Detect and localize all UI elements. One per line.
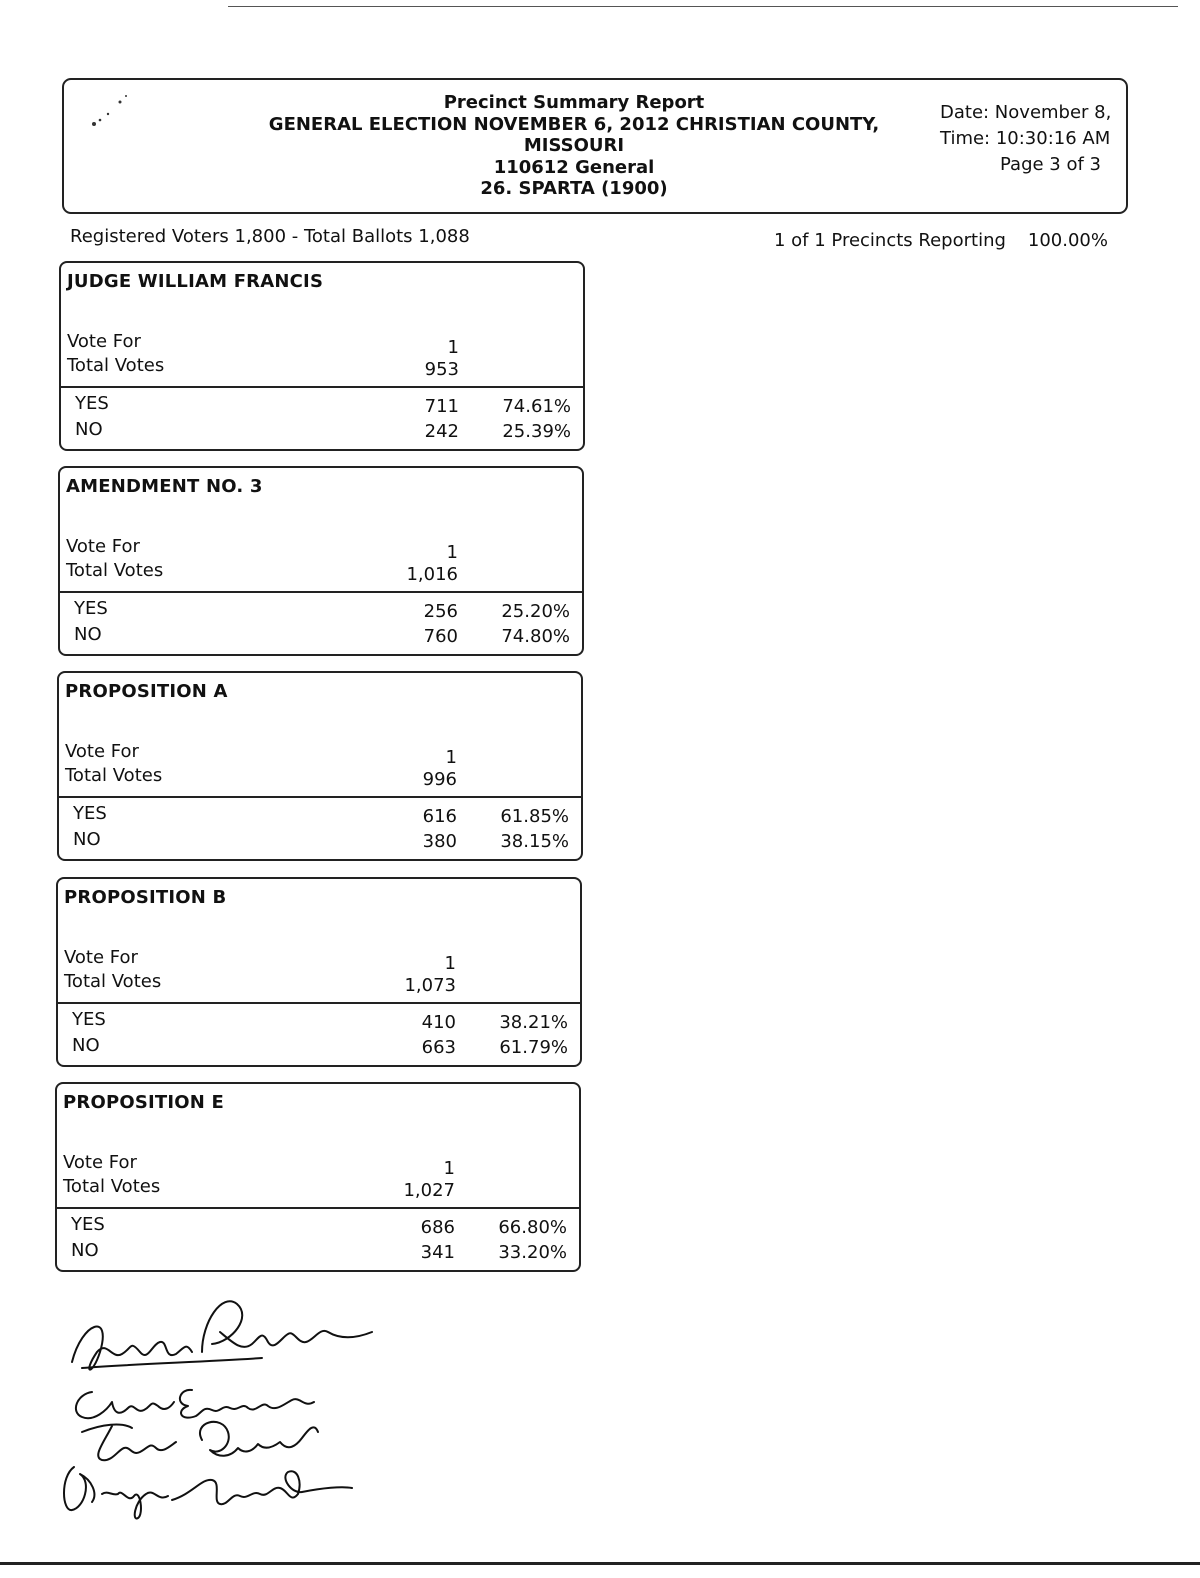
vote-for-label: Vote For (66, 536, 140, 557)
vote-for-value: 1 (443, 1158, 455, 1179)
page-number: Page 3 of 3 (1000, 154, 1101, 175)
option-votes: 686 (420, 1217, 455, 1238)
precincts-reporting-label: 1 of 1 Precincts Reporting (774, 230, 1006, 251)
total-votes-value: 996 (422, 769, 457, 790)
vote-for-value: 1 (447, 337, 459, 358)
contest-title: AMENDMENT NO. 3 (66, 476, 263, 497)
contest-box (58, 466, 584, 656)
option-votes: 711 (424, 396, 459, 417)
total-votes-label: Total Votes (63, 1176, 161, 1197)
option-percent: 25.39% (502, 421, 571, 442)
precincts-reporting-percent: 100.00% (1027, 230, 1108, 251)
vote-for-label: Vote For (67, 331, 141, 352)
report-date: Date: November 8, (940, 102, 1112, 123)
option-votes: 341 (420, 1242, 455, 1263)
header-meta (940, 100, 1130, 178)
option-votes: 256 (423, 601, 458, 622)
option-percent: 74.80% (501, 626, 570, 647)
scan-bottom-edge-line (0, 1562, 1200, 1565)
option-percent: 61.85% (500, 806, 569, 827)
contest-title: PROPOSITION A (65, 681, 228, 702)
option-percent: 66.80% (498, 1217, 567, 1238)
total-votes-label: Total Votes (66, 560, 164, 581)
option-percent: 25.20% (501, 601, 570, 622)
contest-box (55, 1082, 581, 1272)
option-percent: 61.79% (499, 1037, 568, 1058)
option-percent: 38.15% (500, 831, 569, 852)
contest-title: JUDGE WILLIAM FRANCIS (67, 271, 324, 292)
option-name: YES (73, 803, 107, 824)
total-votes-value: 953 (424, 359, 459, 380)
total-votes-label: Total Votes (65, 765, 163, 786)
contest-divider (61, 386, 583, 388)
total-votes-value: 1,073 (404, 975, 456, 996)
election-code: 110612 General (493, 156, 655, 178)
contest-box (59, 261, 585, 451)
contest-divider (60, 591, 582, 593)
report-header (62, 78, 1128, 214)
total-votes-label: Total Votes (67, 355, 165, 376)
signatures-icon (52, 1282, 392, 1532)
option-name: NO (72, 1035, 100, 1056)
vote-for-value: 1 (445, 747, 457, 768)
header-title-block (254, 92, 894, 200)
contest-box (57, 671, 583, 861)
scan-top-edge-line (228, 6, 1178, 7)
contest-box (56, 877, 582, 1067)
option-votes: 760 (423, 626, 458, 647)
option-name: YES (75, 393, 109, 414)
vote-for-label: Vote For (65, 741, 139, 762)
vote-for-label: Vote For (64, 947, 138, 968)
vote-for-value: 1 (444, 953, 456, 974)
election-name-line1: GENERAL ELECTION NOVEMBER 6, 2012 CHRISTIAN COUNTY, (268, 113, 880, 135)
option-votes: 616 (422, 806, 457, 827)
option-votes: 663 (421, 1037, 456, 1058)
option-votes: 410 (421, 1012, 456, 1033)
election-name-line2: MISSOURI (523, 135, 625, 156)
report-title: Precinct Summary Report (443, 92, 705, 113)
contest-title: PROPOSITION B (64, 887, 227, 908)
contest-divider (57, 1207, 579, 1209)
option-name: YES (71, 1214, 105, 1235)
total-votes-label: Total Votes (64, 971, 162, 992)
precinct-name: 26. SPARTA (1900) (480, 178, 668, 199)
precincts-reporting (774, 230, 1108, 251)
option-votes: 242 (424, 421, 459, 442)
total-votes-value: 1,016 (406, 564, 458, 585)
option-name: YES (72, 1009, 106, 1030)
total-votes-value: 1,027 (403, 1180, 455, 1201)
contest-title: PROPOSITION E (63, 1092, 225, 1113)
option-name: YES (74, 598, 108, 619)
report-time: Time: 10:30:16 AM (940, 128, 1111, 149)
vote-for-label: Vote For (63, 1152, 137, 1173)
option-percent: 38.21% (499, 1012, 568, 1033)
option-percent: 33.20% (498, 1242, 567, 1263)
option-percent: 74.61% (502, 396, 571, 417)
option-votes: 380 (422, 831, 457, 852)
voters-ballots-summary: Registered Voters 1,800 - Total Ballots 1,088 (70, 226, 470, 247)
option-name: NO (75, 419, 103, 440)
option-name: NO (71, 1240, 99, 1261)
vote-for-value: 1 (446, 542, 458, 563)
option-name: NO (73, 829, 101, 850)
option-name: NO (74, 624, 102, 645)
contest-divider (58, 1002, 580, 1004)
contest-divider (59, 796, 581, 798)
